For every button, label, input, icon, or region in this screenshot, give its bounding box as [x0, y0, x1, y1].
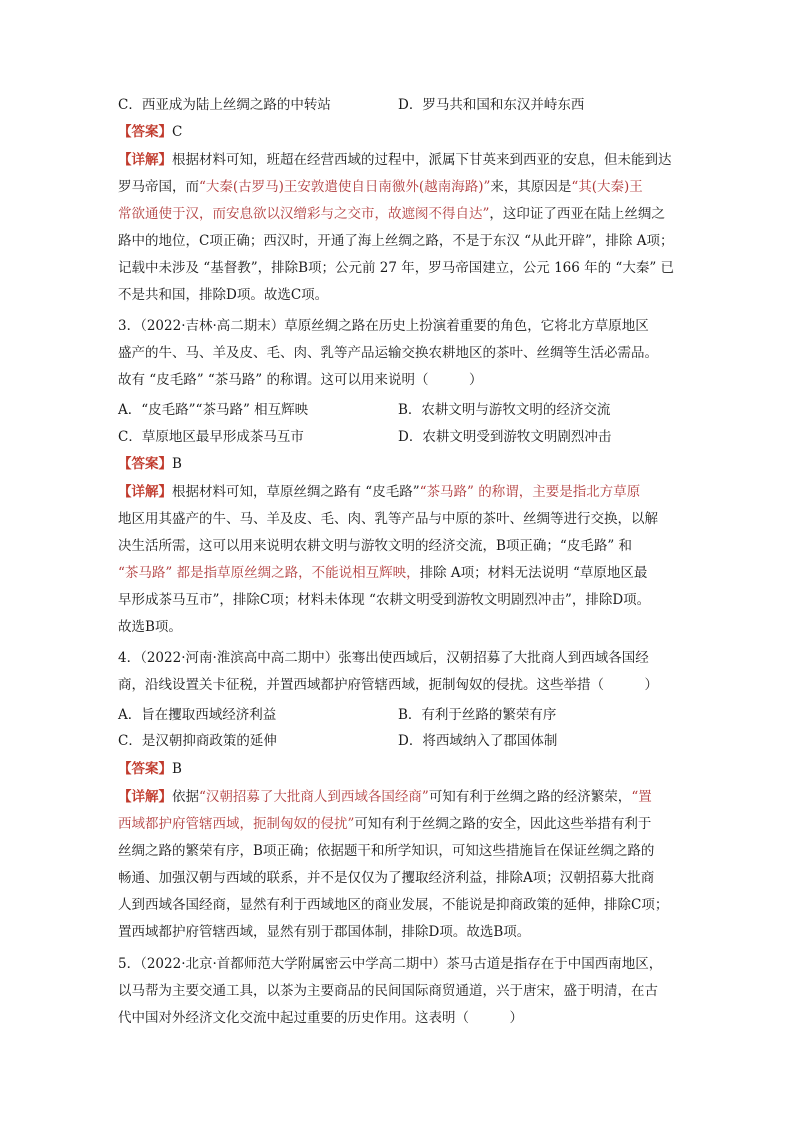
- quote-text: “茶马路” 的称谓，主要是指北方草原: [419, 484, 641, 500]
- q4-option-b: B．有利于丝路的繁荣有序: [398, 707, 557, 723]
- quote-text: 西域都护府管辖西域，扼制匈奴的侵扰”: [118, 816, 355, 832]
- detail-text: 罗马帝国，而: [118, 179, 199, 195]
- q3-option-a: A．“皮毛路”“茶马路” 相互辉映: [118, 402, 309, 418]
- q4-detail-line-4: 畅通、加强汉朝与西域的联系，并不是仅仅为了攫取经济利益，排除A项；汉朝招募大批商: [118, 870, 655, 886]
- q4-stem-line-2: 商，沿线设置关卡征税，并置西域都护府管辖西域，扼制匈奴的侵扰。这些举措（ ）: [118, 677, 658, 693]
- quote-text: 常欲通使于汉，而安息欲以汉缯彩与之交市，故遮阂不得自达”: [118, 206, 490, 222]
- q2-option-d: D．罗马共和国和东汉并峙东西: [398, 97, 585, 113]
- q3-option-d: D．农耕文明受到游牧文明剧烈冲击: [398, 429, 612, 445]
- q4-detail-line-5: 人到西域各国经商，显然有利于西域地区的商业发展，不能说是抑商政策的延伸，排除C项；: [118, 897, 669, 913]
- q4-stem-line-1: 4．（2022·河南·淮滨高中高二期中）张骞出使西域后，汉朝招募了大批商人到西域各国经: [118, 650, 649, 666]
- q2-option-c: C．西亚成为陆上丝绸之路的中转站: [118, 97, 331, 113]
- q5-stem-line-1: 5．（2022·北京·首都师范大学附属密云中学高二期中）茶马古道是指存在于中国西南地区，: [118, 956, 663, 972]
- q2-detail-line-1: [118, 150, 672, 170]
- q4-detail-line-1: [118, 787, 652, 807]
- q2-detail-line-2: [118, 177, 643, 197]
- q2-answer: [118, 122, 182, 142]
- q3-stem-line-3: 故有 “皮毛路” “茶马路” 的称谓。这可以用来说明（ ）: [118, 372, 483, 388]
- q3-detail-line-3: 决生活所需，这可以用来说明农耕文明与游牧文明的经济交流，B项正确；“皮毛路” 和: [118, 538, 633, 554]
- detail-text: 来，其原因是: [490, 179, 572, 195]
- q4-detail-line-6: 置西域都护府管辖西域，显然有别于郡国体制，排除D项。故选B项。: [118, 924, 531, 940]
- q2-detail-line-6: 不是共和国，排除D项。故选C项。: [118, 287, 329, 303]
- detail-label: 【详解】: [118, 152, 172, 168]
- answer-label: 【答案】: [118, 124, 172, 140]
- answer-label: 【答案】: [118, 456, 172, 472]
- detail-text: ，这印证了西亚在陆上丝绸之: [489, 206, 665, 222]
- answer-value: B: [172, 456, 182, 472]
- quote-text: “其(大秦)王: [571, 179, 643, 195]
- q4-answer: [118, 759, 182, 779]
- q5-stem-line-2: 以马帮为主要交通工具，以茶为主要商品的民间国际商贸通道，兴于唐宋，盛于明清，在古: [118, 983, 658, 999]
- detail-label: 【详解】: [118, 789, 172, 805]
- q2-detail-line-5: 记载中未涉及 “基督教”，排除B项；公元前 27 年，罗马帝国建立，公元 166 年的 “大秦” 已: [118, 260, 675, 276]
- detail-text: 排除 A项；材料无法说明 “草原地区最: [419, 565, 648, 581]
- q3-option-b: B．农耕文明与游牧文明的经济交流: [398, 402, 611, 418]
- detail-text: 依据: [172, 789, 199, 805]
- q4-option-a: A．旨在攫取西域经济利益: [118, 707, 277, 723]
- q4-detail-line-3: 丝绸之路的繁荣有序，B项正确；依据题干和所学知识，可知这些措施旨在保证丝绸之路的: [118, 843, 655, 859]
- q3-detail-line-6: 故选B项。: [118, 619, 182, 635]
- q4-detail-line-2: [118, 814, 651, 834]
- detail-text: 根据材料可知，草原丝绸之路有 “皮毛路”: [172, 484, 420, 500]
- q3-detail-line-4: [118, 563, 647, 583]
- q3-stem-line-2: 盛产的牛、马、羊及皮、毛、肉、乳等产品运输交换农耕地区的茶叶、丝绸等生活必需品。: [118, 345, 658, 361]
- answer-label: 【答案】: [118, 761, 172, 777]
- answer-value: C: [172, 124, 183, 140]
- detail-label: 【详解】: [118, 484, 172, 500]
- q3-detail-line-1: [118, 482, 640, 502]
- q4-option-c: C．是汉朝抑商政策的延伸: [118, 733, 277, 749]
- quote-text: “大秦(古罗马)王安敦遣使自日南徼外(越南海路)”: [199, 179, 491, 195]
- q5-stem-line-3: 代中国对外经济文化交流中起过重要的历史作用。这表明（ ）: [118, 1010, 523, 1026]
- q2-detail-line-3: [118, 204, 665, 224]
- q3-detail-line-5: 早形成茶马互市”，排除C项；材料未体现 “农耕文明受到游牧文明剧烈冲击”，排除D项。: [118, 592, 651, 608]
- quote-text: “茶马路” 都是指草原丝绸之路，不能说相互辉映，: [118, 565, 420, 581]
- q2-detail-line-4: 路中的地位，C项正确；西汉时，开通了海上丝绸之路，不是于东汉 “从此开辟”，排除 A项；: [118, 233, 674, 249]
- quote-text: “置: [631, 789, 652, 805]
- q3-answer: [118, 454, 182, 474]
- q3-detail-line-2: 地区用其盛产的牛、马、羊及皮、毛、肉、乳等产品与中原的茶叶、丝绸等进行交换，以解: [118, 511, 658, 527]
- q4-option-d: D．将西域纳入了郡国体制: [398, 733, 558, 749]
- q3-option-c: C．草原地区最早形成茶马互市: [118, 429, 304, 445]
- detail-text: 可知有利于丝绸之路的安全，因此这些举措有利于: [354, 816, 652, 832]
- detail-text: 根据材料可知，班超在经营西域的过程中，派属下甘英来到西亚的安息，但未能到达: [172, 152, 672, 168]
- quote-text: “汉朝招募了大批商人到西域各国经商”: [199, 789, 429, 805]
- q3-stem-line-1: 3．（2022·吉林·高二期末）草原丝绸之路在历史上扮演着重要的角色，它将北方草原地区: [118, 318, 649, 334]
- detail-text: 可知有利于丝绸之路的经济繁荣，: [428, 789, 632, 805]
- answer-value: B: [172, 761, 182, 777]
